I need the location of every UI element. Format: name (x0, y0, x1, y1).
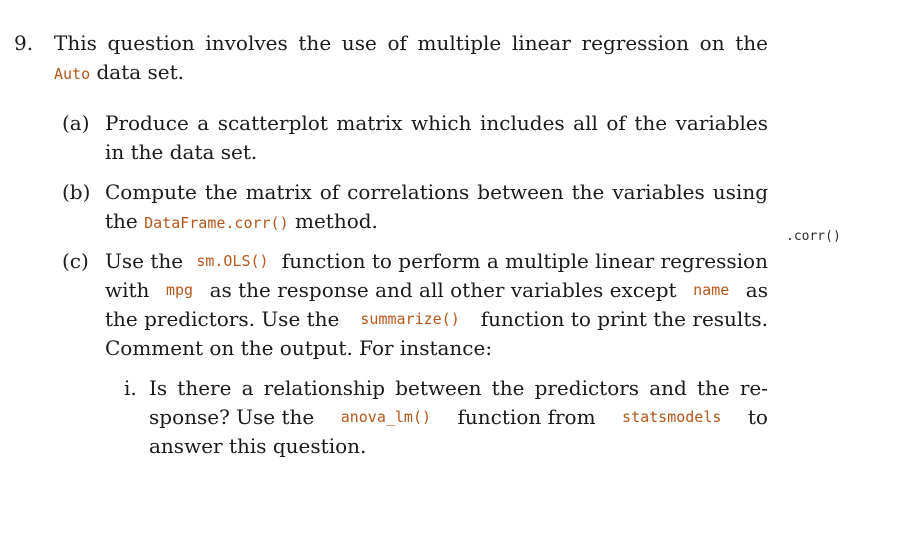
code-auto: Auto (54, 65, 91, 83)
text: as the response and all other variables except (209, 278, 677, 302)
text: with (105, 278, 150, 302)
text: to (747, 405, 768, 429)
text: function to print the results. (480, 307, 768, 331)
code-statsmodels: statsmodels (622, 408, 722, 426)
code-anova-lm: anova_lm() (340, 408, 432, 426)
part-a-marker: (a) (62, 111, 90, 135)
part-c-line-2 (105, 278, 768, 302)
code-dataframe-corr: DataFrame.corr() (144, 214, 289, 232)
text: function to perform a multiple linear regression (281, 249, 768, 273)
question-intro-line-1: This question involves the use of multiple linear regression on the (54, 31, 768, 55)
text: the (105, 209, 138, 233)
intro-text: data set. (96, 60, 185, 84)
part-c-i-marker: i. (124, 376, 137, 400)
part-c-i-line-3: answer this question. (149, 434, 367, 458)
text: as (745, 278, 768, 302)
part-c-line-1 (105, 249, 768, 273)
part-b-marker: (b) (62, 180, 91, 204)
part-a-line-2: in the data set. (105, 140, 258, 164)
code-summarize: summarize() (360, 310, 460, 328)
text: method. (294, 209, 378, 233)
margin-note-corr: .corr() (786, 229, 841, 244)
part-c-line-3 (105, 307, 768, 331)
part-c-marker: (c) (62, 249, 89, 273)
part-c-i-line-1: Is there a relationship between the predictors and the re- (149, 376, 768, 400)
part-c-i-line-2 (149, 405, 768, 429)
part-a-line-1: Produce a scatterplot matrix which includes all of the variables (105, 111, 768, 135)
code-mpg: mpg (165, 281, 194, 299)
question-number: 9. (14, 31, 34, 55)
question-intro-line-2 (54, 60, 184, 86)
text: the predictors. Use the (105, 307, 340, 331)
part-b-line-2 (105, 209, 378, 235)
text: function from (457, 405, 596, 429)
code-name: name (693, 281, 730, 299)
text: sponse? Use the (149, 405, 315, 429)
part-b-line-1: Compute the matrix of correlations between the variables using (105, 180, 768, 204)
code-sm-ols: sm.OLS() (196, 252, 269, 270)
part-c-line-4: Comment on the output. For instance: (105, 336, 493, 360)
text: Use the (105, 249, 184, 273)
